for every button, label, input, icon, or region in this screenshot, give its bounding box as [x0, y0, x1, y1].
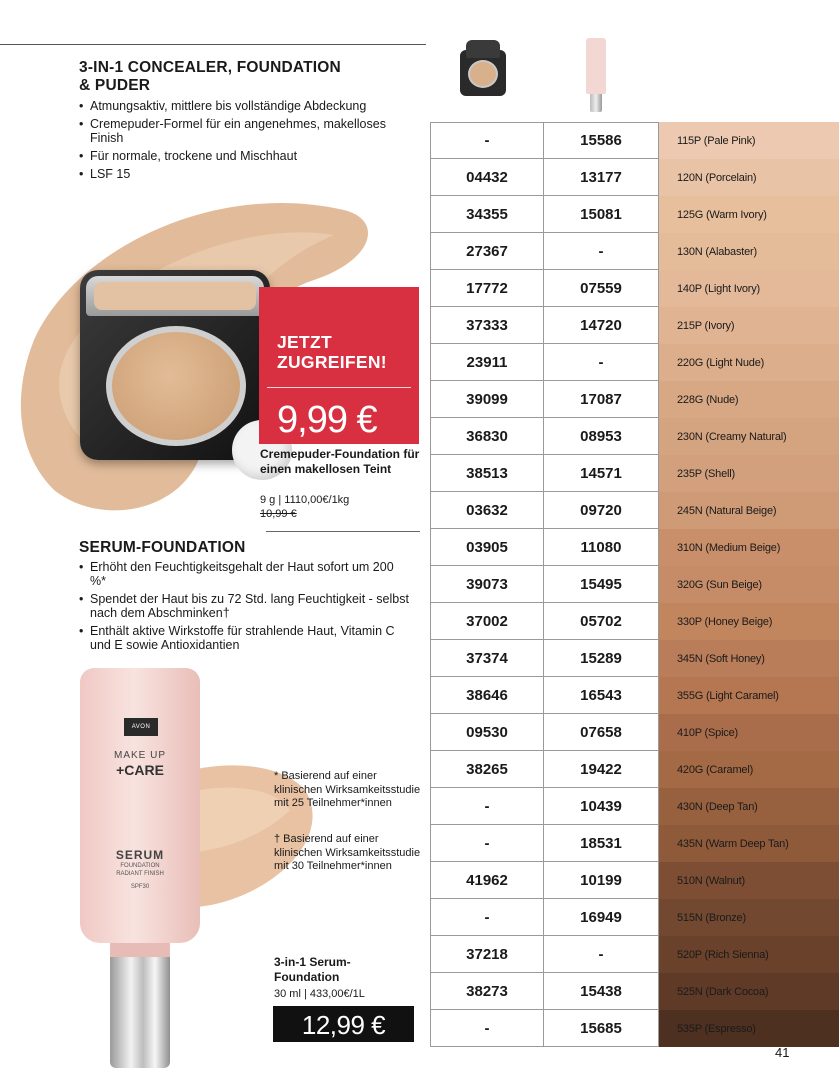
compact-item-number: 34355: [430, 196, 544, 233]
shade-swatch: 330P (Honey Beige): [659, 603, 839, 640]
serum-item-number: 15438: [544, 973, 659, 1010]
table-row: [430, 233, 839, 270]
table-row: [430, 566, 839, 603]
section2-bullet: • Spendet der Haut bis zu 72 Std. lang Feuchtigkeit - selbst nach dem Abschminken†: [79, 592, 409, 620]
tube-line2: +CARE: [116, 762, 164, 778]
shade-swatch: 430N (Deep Tan): [659, 788, 839, 825]
compact-item-number: -: [430, 1010, 544, 1047]
offer1-size: 9 g | 1110,00€/1kg: [260, 494, 350, 506]
section1-bullet: • Atmungsaktiv, mittlere bis vollständige Abdeckung: [79, 99, 399, 113]
compact-item-number: -: [430, 899, 544, 936]
shade-swatch: 435N (Warm Deep Tan): [659, 825, 839, 862]
compact-pan: [468, 60, 498, 88]
compact-item-number: 09530: [430, 714, 544, 751]
compact-item-number: 38646: [430, 677, 544, 714]
serum-item-number: 10199: [544, 862, 659, 899]
table-row: [430, 1010, 839, 1047]
serum-item-number: 09720: [544, 492, 659, 529]
shade-table: [430, 122, 839, 1047]
section2-bullets: [79, 560, 409, 656]
section1-title-line2: & PUDER: [79, 77, 151, 94]
compact-item-number: 27367: [430, 233, 544, 270]
serum-item-number: 13177: [544, 159, 659, 196]
section1-title-line1: 3-IN-1 CONCEALER, FOUNDATION: [79, 59, 341, 76]
tube-finish-label: RADIANT FINISH: [116, 871, 164, 877]
compact-item-number: 04432: [430, 159, 544, 196]
serum-item-number: 07559: [544, 270, 659, 307]
section-divider: [266, 531, 420, 532]
shade-swatch: 515N (Bronze): [659, 899, 839, 936]
compact-item-number: 37218: [430, 936, 544, 973]
table-row: [430, 936, 839, 973]
compact-item-number: -: [430, 122, 544, 159]
shade-swatch: 310N (Medium Beige): [659, 529, 839, 566]
shade-swatch: 525N (Dark Cocoa): [659, 973, 839, 1010]
offer-badge: [259, 287, 419, 444]
compact-lid: [466, 40, 500, 58]
serum-item-number: 11080: [544, 529, 659, 566]
offer1-product-name: Cremepuder-Foundation für einen makellosen Teint: [260, 447, 420, 476]
page-number: 41: [775, 1045, 790, 1060]
offer-badge-headline: [277, 332, 387, 372]
serum-item-number: 07658: [544, 714, 659, 751]
footnote-1: * Basierend auf einer klinischen Wirksamkeitsstudie mit 25 Teilnehmer*innen: [274, 770, 421, 809]
shade-swatch: 120N (Porcelain): [659, 159, 839, 196]
serum-item-number: 16543: [544, 677, 659, 714]
tube-neck: [110, 943, 170, 957]
serum-item-number: 15495: [544, 566, 659, 603]
shade-swatch: 130N (Alabaster): [659, 233, 839, 270]
offer-badge-line2: ZUGREIFEN!: [277, 352, 387, 372]
offer1-old-price: 10,99 €: [260, 508, 297, 520]
serum-item-number: 18531: [544, 825, 659, 862]
compact-item-number: 03632: [430, 492, 544, 529]
shade-swatch: 245N (Natural Beige): [659, 492, 839, 529]
shade-swatch: 345N (Soft Honey): [659, 640, 839, 677]
shade-swatch: 355G (Light Caramel): [659, 677, 839, 714]
tube-foundation-label: FOUNDATION: [120, 863, 160, 869]
tube-thumbnail-cap: [590, 94, 602, 112]
section2-bullet: • Enthält aktive Wirkstoffe für strahlende Haut, Vitamin C und E sowie Antioxidantien: [79, 624, 409, 652]
table-row: [430, 159, 839, 196]
serum-item-number: 15685: [544, 1010, 659, 1047]
table-row: [430, 973, 839, 1010]
table-row: [430, 825, 839, 862]
shade-swatch: 115P (Pale Pink): [659, 122, 839, 159]
serum-item-number: 14571: [544, 455, 659, 492]
shade-swatch: 535P (Espresso): [659, 1010, 839, 1047]
section1-bullet: • Cremepuder-Formel für ein angenehmes, makelloses Finish: [79, 117, 399, 145]
section2-title: SERUM-FOUNDATION: [79, 539, 246, 556]
compact-item-number: 37002: [430, 603, 544, 640]
table-row: [430, 751, 839, 788]
compact-item-number: 36830: [430, 418, 544, 455]
compact-item-number: 39099: [430, 381, 544, 418]
offer1-price: 9,99 €: [277, 399, 377, 441]
compact-item-number: -: [430, 788, 544, 825]
table-row: [430, 455, 839, 492]
serum-item-number: 14720: [544, 307, 659, 344]
compact-item-number: 17772: [430, 270, 544, 307]
tube-line1: MAKE UP: [113, 750, 166, 761]
compact-item-number: 03905: [430, 529, 544, 566]
serum-item-number: 15586: [544, 122, 659, 159]
compact-item-number: 23911: [430, 344, 544, 381]
table-row: [430, 381, 839, 418]
serum-item-number: 17087: [544, 381, 659, 418]
table-row: [430, 714, 839, 751]
shade-swatch: 235P (Shell): [659, 455, 839, 492]
serum-item-number: 08953: [544, 418, 659, 455]
shade-swatch: 140P (Light Ivory): [659, 270, 839, 307]
compact-item-number: 38273: [430, 973, 544, 1010]
table-row: [430, 677, 839, 714]
table-row: [430, 529, 839, 566]
serum-item-number: -: [544, 344, 659, 381]
shade-swatch: 230N (Creamy Natural): [659, 418, 839, 455]
shade-swatch: 320G (Sun Beige): [659, 566, 839, 603]
serum-item-number: 19422: [544, 751, 659, 788]
tube-body: [80, 668, 200, 943]
table-row: [430, 492, 839, 529]
shade-swatch: 220G (Light Nude): [659, 344, 839, 381]
top-rule: [0, 44, 426, 45]
footnote-2: † Basierend auf einer klinischen Wirksamkeitsstudie mit 30 Teilnehmer*innen: [274, 833, 421, 872]
compact-item-number: 38513: [430, 455, 544, 492]
compact-item-number: 37333: [430, 307, 544, 344]
offer-badge-divider: [267, 387, 411, 388]
serum-item-number: -: [544, 936, 659, 973]
compact-item-number: -: [430, 825, 544, 862]
offer2-price: 12,99 €: [273, 1006, 414, 1042]
table-row: [430, 603, 839, 640]
tube-serum-label: SERUM: [115, 848, 165, 862]
table-row: [430, 788, 839, 825]
shade-swatch: 125G (Warm Ivory): [659, 196, 839, 233]
offer2-size: 30 ml | 433,00€/1L: [274, 988, 365, 1000]
serum-item-number: 15289: [544, 640, 659, 677]
tube-thumbnail: [586, 38, 606, 114]
section1-bullets: [79, 99, 399, 185]
shade-swatch: 510N (Walnut): [659, 862, 839, 899]
tube-thumbnail-body: [586, 38, 606, 94]
table-row: [430, 344, 839, 381]
shade-swatch: 520P (Rich Sienna): [659, 936, 839, 973]
table-row: [430, 899, 839, 936]
section2-bullet: • Erhöht den Feuchtigkeitsgehalt der Haut sofort um 200 %*: [79, 560, 409, 588]
compact-thumbnail: [460, 50, 506, 96]
tube-cap: [110, 957, 170, 1068]
compact-item-number: 41962: [430, 862, 544, 899]
serum-item-number: 05702: [544, 603, 659, 640]
serum-item-number: -: [544, 233, 659, 270]
table-row: [430, 122, 839, 159]
table-row: [430, 196, 839, 233]
section1-bullet: • LSF 15: [79, 167, 399, 181]
serum-item-number: 16949: [544, 899, 659, 936]
section1-bullet: • Für normale, trockene und Mischhaut: [79, 149, 399, 163]
brand-logo: AVON: [124, 718, 158, 736]
table-row: [430, 307, 839, 344]
compact-item-number: 37374: [430, 640, 544, 677]
table-row: [430, 270, 839, 307]
table-row: [430, 418, 839, 455]
serum-item-number: 10439: [544, 788, 659, 825]
shade-swatch: 228G (Nude): [659, 381, 839, 418]
compact-item-number: 39073: [430, 566, 544, 603]
shade-swatch: 215P (Ivory): [659, 307, 839, 344]
tube-spf-label: SPF30: [130, 884, 150, 890]
section1-title: [79, 59, 379, 95]
compact-item-number: 38265: [430, 751, 544, 788]
offer2-product-name: 3-in-1 Serum-Foundation: [274, 955, 351, 984]
table-row: [430, 640, 839, 677]
serum-item-number: 15081: [544, 196, 659, 233]
compact-mirror: [94, 282, 256, 310]
shade-swatch: 420G (Caramel): [659, 751, 839, 788]
serum-foundation-tube-image: [80, 668, 200, 1068]
offer-badge-line1: JETZT: [277, 332, 332, 352]
shade-swatch: 410P (Spice): [659, 714, 839, 751]
compact-pan: [106, 326, 246, 446]
table-row: [430, 862, 839, 899]
